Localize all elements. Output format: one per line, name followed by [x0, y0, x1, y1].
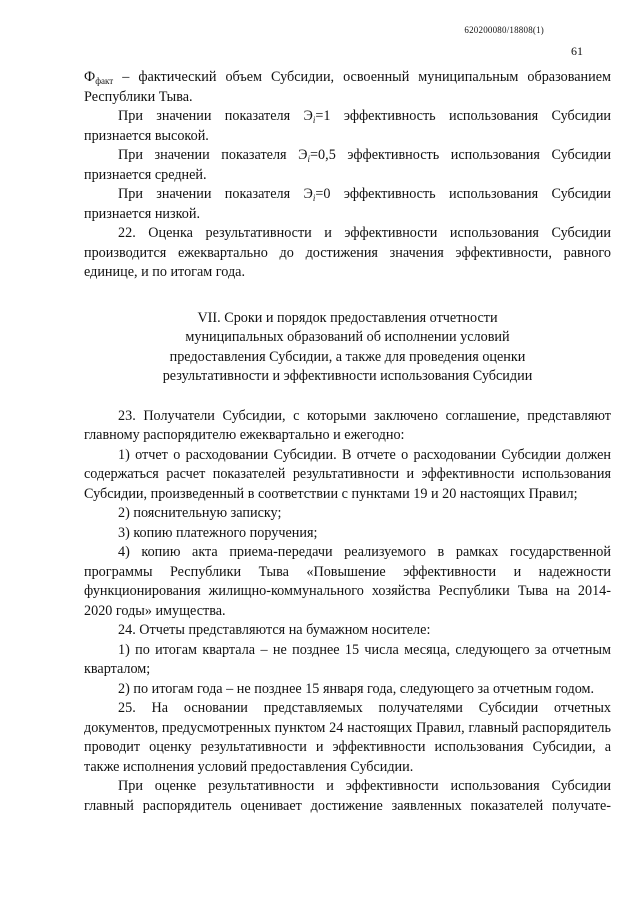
symbol-f: Ф	[84, 69, 96, 85]
paragraph-evaluation: При оценке результативности и эффективности использования Субсидии главный распорядитель оценивает достижение заявленных показателей получате-	[84, 778, 611, 814]
section-heading-line: результативности и эффективности использования Субсидии	[162, 368, 533, 384]
section-heading	[84, 309, 611, 387]
paragraph-24-item-1: 1) по итогам квартала – не позднее 15 числа месяца, следующего за отчетным кварталом;	[84, 641, 611, 677]
paragraph-text: При значении показателя Э	[118, 147, 308, 163]
paragraph-24-item-2: 2) по итогам года – не позднее 15 января года, следующего за отчетным годом.	[118, 680, 595, 697]
document-number: 620200080/18808(1)	[464, 25, 544, 35]
paragraph-text: =1 эффективность использования Субсидии признается высокой.	[84, 108, 611, 144]
paragraph-text: =0 эффективность использования Субсидии признается низкой.	[84, 186, 611, 222]
paragraph-text: =0,5 эффективность использования Субсидии признается средней.	[84, 147, 611, 183]
paragraph-text: При значении показателя Э	[118, 108, 313, 124]
section-heading-line: муниципальных образований об исполнении условий	[185, 329, 510, 345]
paragraph-f-fact-text: – фактический объем Субсидии, освоенный муниципальным образованием Республики Тыва.	[84, 69, 611, 105]
paragraph-25: 25. На основании представляемых получателями Субсидии отчетных документов, предусмотренных пунктом 24 настоящих Правил, главный распорядитель проводит оценку результативности и эффективности использования Субсидии, а также исполнения условий предоставления Субсидии.	[84, 700, 611, 775]
paragraph-24: 24. Отчеты представляются на бумажном носителе:	[118, 622, 431, 638]
paragraph-efficiency-medium	[84, 146, 611, 185]
paragraph-23-item-2: 2) пояснительную записку;	[118, 505, 282, 521]
section-heading-line: VII. Сроки и порядок предоставления отчетности	[197, 309, 498, 326]
paragraph-efficiency-high	[84, 107, 611, 146]
paragraph-23-item-1: 1) отчет о расходовании Субсидии. В отчете о расходовании Субсидии должен содержаться расчет показателей результативности и эффективности использования Субсидии, произведенный в соответствии с пунктами 19 и 20 настоящих Правил;	[84, 446, 611, 502]
page-number: 61	[571, 44, 583, 58]
document-body	[84, 68, 611, 816]
index-subscript: i	[312, 115, 316, 125]
paragraph-23-item-4: 4) копию акта приема-передачи реализуемого в рамках государственной программы Республики Тыва «Повышение эффективности и надежности функционирования жилищно-коммунального хозяйства Республики Тыва на 2014-2020 годы» имущества.	[84, 544, 611, 619]
paragraph-text: При значении показателя Э	[118, 186, 313, 202]
paragraph-23: 23. Получатели Субсидии, с которыми заключено соглашение, представляют главному распорядителю ежеквартально и ежегодно:	[84, 407, 611, 443]
paragraph-efficiency-low	[84, 185, 611, 224]
paragraph-f-fact	[84, 68, 611, 107]
paragraph-22: 22. Оценка результативности и эффективности использования Субсидии производится ежеквартально до достижения значения эффективности, равного единице, и по итогам года.	[84, 225, 611, 280]
index-subscript: i	[312, 193, 316, 203]
section-heading-line: предоставления Субсидии, а также для проведения оценки	[169, 348, 526, 365]
index-subscript: i	[307, 154, 311, 164]
symbol-f-subscript: факт	[95, 76, 114, 86]
paragraph-23-item-3: 3) копию платежного поручения;	[118, 524, 318, 541]
